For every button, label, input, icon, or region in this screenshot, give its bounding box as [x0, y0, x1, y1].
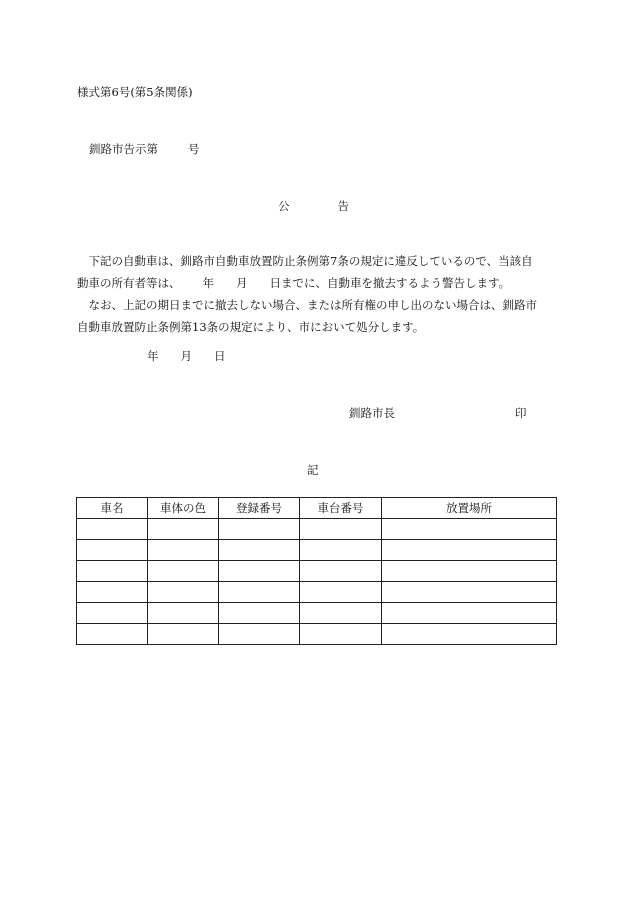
paragraph-warning-line-2-prefix: 動車の所有者等は、: [77, 276, 181, 290]
table-cell: [219, 624, 300, 645]
table-body: [77, 519, 557, 645]
paragraph-warning-line-2-suffix: 日までに、自動車を撤去するよう警告します。: [269, 276, 511, 290]
table-cell: [382, 519, 557, 540]
registration-number-header: 登録番号: [219, 498, 300, 519]
table-cell: [300, 582, 382, 603]
table-cell: [382, 603, 557, 624]
paragraph-disposal: [77, 294, 557, 338]
heading-char-2: 告: [337, 199, 349, 213]
table-cell: [382, 561, 557, 582]
date-year-label: 年: [147, 349, 159, 363]
table-cell: [219, 603, 300, 624]
table-cell: [219, 582, 300, 603]
table-cell: [148, 519, 219, 540]
notice-number-suffix: 号: [188, 142, 200, 156]
table-cell: [77, 624, 148, 645]
date-month-label: 月: [180, 349, 192, 363]
body-color-header: 車体の色: [148, 498, 219, 519]
table-cell: [77, 540, 148, 561]
table-cell: [300, 603, 382, 624]
table-cell: [77, 603, 148, 624]
table-cell: [382, 540, 557, 561]
notice-number: [89, 141, 200, 157]
table-row: [77, 561, 557, 582]
table-cell: [300, 624, 382, 645]
ki-label: 記: [307, 463, 319, 477]
table-row: [77, 624, 557, 645]
table-cell: [219, 561, 300, 582]
table-cell: [300, 561, 382, 582]
date-day-label: 日: [214, 349, 226, 363]
vehicle-table: [76, 497, 557, 645]
table-cell: [219, 519, 300, 540]
table-cell: [300, 519, 382, 540]
table-cell: [77, 561, 148, 582]
paragraph-warning: [77, 250, 557, 294]
paragraph-disposal-line-1: [77, 294, 557, 316]
seal-mark: 印: [515, 406, 527, 420]
chassis-number-header: 車台番号: [300, 498, 382, 519]
table-header-row: [77, 498, 557, 519]
date-line: [147, 348, 226, 364]
table-cell: [300, 540, 382, 561]
table-cell: [382, 624, 557, 645]
mayor-title: 釧路市長: [349, 406, 395, 420]
notice-number-prefix: 釧路市告示第: [89, 142, 158, 156]
car-name-header: 車名: [77, 498, 148, 519]
paragraph-warning-line-2: [77, 272, 557, 294]
heading-char-1: 公: [278, 199, 290, 213]
table-row: [77, 582, 557, 603]
table-cell: [219, 540, 300, 561]
table-cell: [77, 519, 148, 540]
table-cell: [382, 582, 557, 603]
location-header: 放置場所: [382, 498, 557, 519]
paragraph-disposal-line-2: 自動車放置防止条例第13条の規定により、市において処分します。: [77, 320, 425, 334]
table-row: [77, 519, 557, 540]
mayor-signature-line: [349, 405, 527, 421]
table-cell: [148, 624, 219, 645]
table-row: [77, 540, 557, 561]
table-cell: [148, 582, 219, 603]
paragraph-warning-line-1: [77, 250, 557, 272]
deadline-year-label: 年: [202, 276, 214, 290]
table-cell: [148, 603, 219, 624]
deadline-month-label: 月: [236, 276, 248, 290]
paragraph-disposal-line-1-text: なお、上記の期日までに撤去しない場合、または所有権の申し出のない場合は、釧路市: [88, 298, 537, 312]
paragraph-warning-line-1-text: 下記の自動車は、釧路市自動車放置防止条例第7条の規定に違反しているので、当該自: [88, 254, 533, 268]
table-cell: [148, 561, 219, 582]
form-label: 様式第6号(第5条関係): [77, 85, 193, 99]
notice-heading: [278, 198, 349, 214]
table-cell: [77, 582, 148, 603]
table-cell: [148, 540, 219, 561]
table-row: [77, 603, 557, 624]
